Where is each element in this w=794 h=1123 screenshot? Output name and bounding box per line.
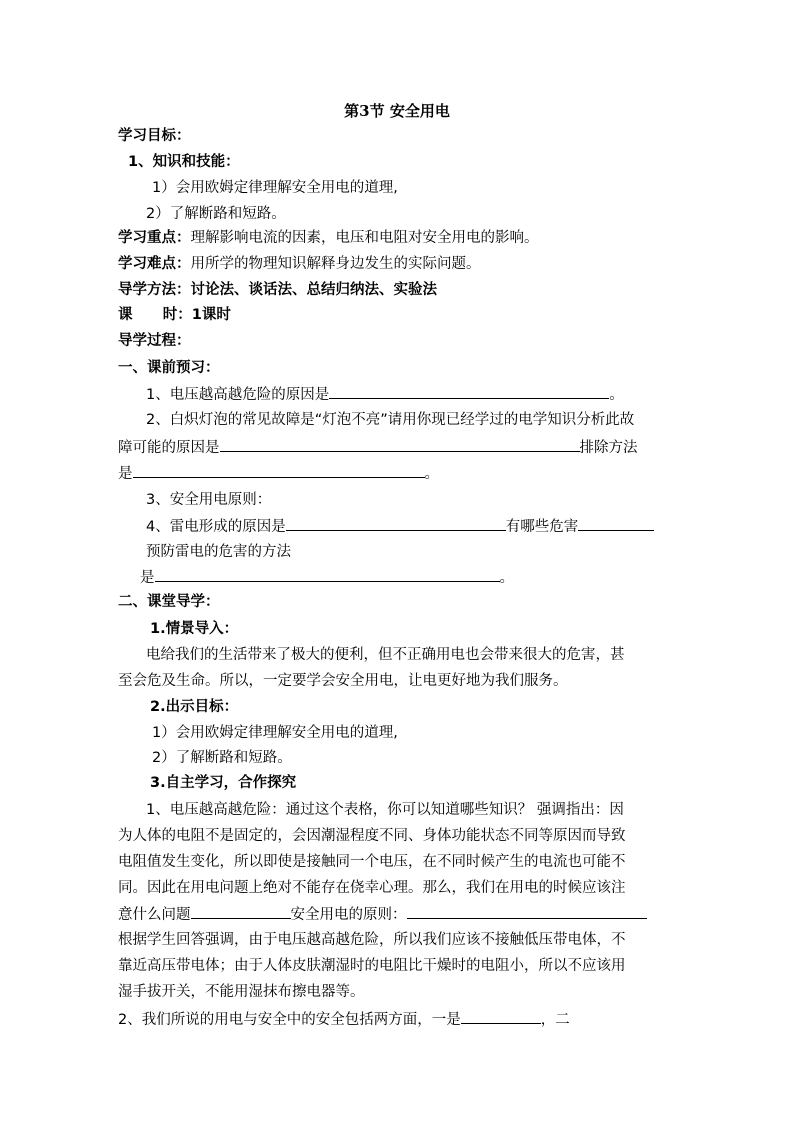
preview-heading: 一、课前预习： — [118, 360, 220, 376]
q4-text: 4、雷电形成的原因是 — [146, 519, 286, 535]
q4-cause-blank[interactable] — [286, 516, 506, 531]
p1-question-text: 意什么问题 — [118, 907, 191, 923]
q4-harm-blank[interactable] — [578, 516, 654, 531]
q2-remedy-label: 排除方法 — [579, 440, 638, 456]
paragraph-1-line-4: 同。因此在用电问题上绝对不能存在侥幸心理。那么，我们在用电的时候应该注 — [118, 880, 626, 896]
q4-harm-label: 有哪些危害 — [505, 519, 579, 535]
key-point-line — [118, 228, 539, 248]
q4-is: 是 — [140, 570, 155, 586]
paragraph-2-line-1 — [118, 1009, 570, 1030]
preview-question-4-line2: 预防雷电的危害的方法 — [146, 544, 291, 560]
q2-cause-blank[interactable] — [220, 437, 580, 452]
classroom-heading: 二、课堂导学： — [118, 594, 220, 610]
process-heading: 导学过程： — [118, 333, 191, 349]
q2-remedy-blank[interactable] — [133, 463, 425, 478]
q1-end: 。 — [609, 387, 624, 403]
difficulty-line — [118, 254, 481, 274]
q1-text: 1、电压越高越危险的原因是 — [146, 387, 330, 403]
preview-question-4-line3 — [140, 567, 514, 588]
preview-question-2-line1: 2、白炽灯泡的常见故障是“灯泡不亮”请用你现已经学过的电学知识分析此故 — [146, 412, 635, 428]
paragraph-1-line-6: 根据学生回答强调，由于电压越高越危险，所以我们应该不接触低压带电体，不 — [118, 932, 626, 948]
paragraph-1-line-2: 为人体的电阻不是固定的，会因潮湿程度不同、身体功能状态不同等原因而导致 — [118, 828, 626, 844]
paragraph-1-line-3: 电阻值发生变化，所以即使是接触同一个电压，在不同时候产生的电流也可能不 — [118, 854, 626, 870]
objectives-heading: 学习目标： — [118, 128, 191, 144]
period-line — [118, 305, 231, 325]
methods-line: 导学方法：讨论法、谈话法、总结归纳法、实验法 — [118, 282, 437, 298]
q1-answer-blank[interactable] — [329, 384, 609, 399]
q2-end: 。 — [424, 466, 439, 482]
p1-question-blank[interactable] — [191, 904, 291, 919]
goals-heading: 2.出示目标： — [150, 699, 239, 715]
key-point-text: 理解影响电流的因素，电压和电阻对安全用电的影响。 — [190, 230, 539, 246]
intro-heading: 1.情景导入： — [150, 621, 239, 637]
preview-question-3: 3、安全用电原则： — [146, 492, 272, 508]
goal-item-1: 1）会用欧姆定律理解安全用电的道理, — [152, 725, 398, 741]
q2-is: 是 — [118, 466, 133, 482]
preview-question-4-line1 — [146, 516, 654, 537]
objective-item-1: 1）会用欧姆定律理解安全用电的道理, — [152, 180, 398, 196]
page-title: 第3节 安全用电 — [344, 102, 450, 120]
goal-item-2: 2）了解断路和短路。 — [152, 750, 292, 766]
preview-question-2-line3 — [118, 463, 439, 484]
period-value: 1课时 — [191, 307, 231, 323]
preview-question-2-line2 — [118, 437, 638, 458]
key-point-label: 学习重点： — [118, 230, 191, 246]
difficulty-text: 用所学的物理知识解释身边发生的实际问题。 — [190, 256, 481, 272]
difficulty-label: 学习难点： — [118, 256, 191, 272]
q4-end: 。 — [499, 570, 514, 586]
knowledge-skills-heading: 1、知识和技能： — [128, 154, 240, 170]
q4-method-blank[interactable] — [155, 567, 500, 582]
intro-line-1: 电给我们的生活带来了极大的便利，但不正确用电也会带来很大的危害，甚 — [146, 647, 625, 663]
p2-text: 2、我们所说的用电与安全中的安全包括两方面，一是 — [118, 1012, 461, 1028]
paragraph-1-line-1: 1、电压越高越危险：通过这个表格，你可以知道哪些知识？ 强调指出：因 — [146, 802, 624, 818]
intro-line-2: 至会危及生命。所以，一定要学会安全用电，让电更好地为我们服务。 — [118, 673, 568, 689]
objective-item-2: 2）了解断路和短路。 — [146, 206, 286, 222]
preview-question-1 — [146, 384, 624, 405]
p1-principle-blank[interactable] — [407, 904, 647, 919]
p2-first-blank[interactable] — [461, 1009, 541, 1024]
p1-principle-label: 安全用电的原则： — [290, 907, 407, 923]
q2-text: 障可能的原因是 — [118, 440, 220, 456]
paragraph-1-line-5 — [118, 904, 647, 925]
study-heading: 3.自主学习，合作探究 — [150, 775, 297, 791]
paragraph-1-line-7: 靠近高压带电体；由于人体皮肤潮湿时的电阻比干燥时的电阻小，所以不应该用 — [118, 958, 626, 974]
p2-second-label: ，二 — [540, 1012, 570, 1028]
paragraph-1-line-8: 湿手拔开关，不能用湿抹布擦电器等。 — [118, 984, 365, 1000]
period-label: 课 时： — [118, 307, 192, 323]
